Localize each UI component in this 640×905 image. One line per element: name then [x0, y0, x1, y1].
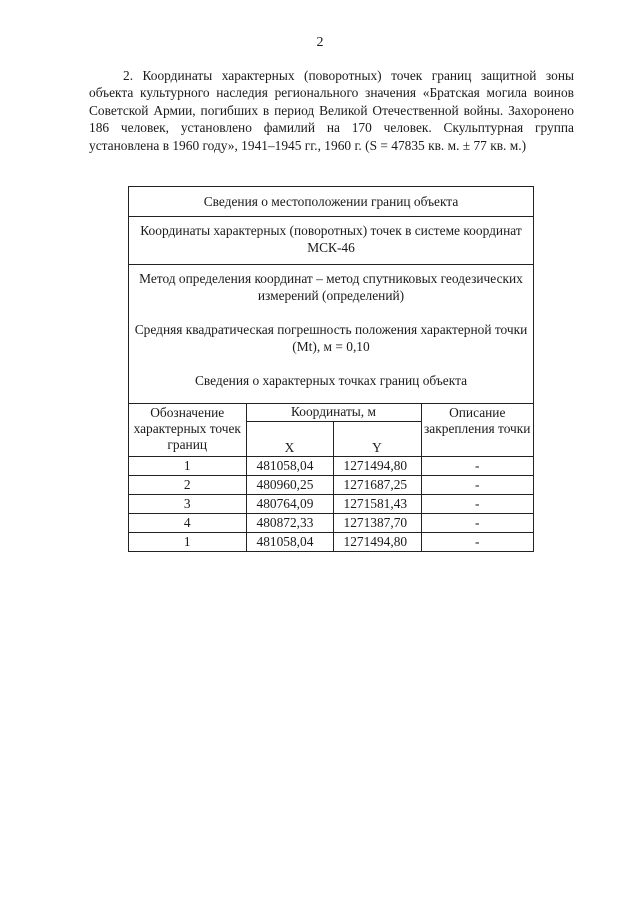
description-cell: - — [421, 514, 533, 533]
header-row — [129, 404, 533, 422]
x-cell: 481058,04 — [246, 533, 333, 552]
method-text: Метод определения координат – метод спутниковых геодезических измерений (определений) — [139, 271, 523, 303]
header-coordinates: Координаты, м — [246, 404, 421, 422]
method-section — [129, 265, 533, 403]
point-cell: 2 — [129, 476, 246, 495]
location-heading: Сведения о местоположении границ объекта — [129, 187, 533, 217]
table-row — [129, 533, 533, 552]
y-cell: 1271581,43 — [333, 495, 421, 514]
points-heading: Сведения о характерных точках границ объекта — [194, 373, 468, 388]
y-cell: 1271494,80 — [333, 457, 421, 476]
y-cell: 1271387,70 — [333, 514, 421, 533]
description-cell: - — [421, 533, 533, 552]
point-cell: 4 — [129, 514, 246, 533]
description-cell: - — [421, 476, 533, 495]
header-description: Описание закрепления точки — [421, 404, 533, 457]
coordinate-system-caption: Координаты характерных (поворотных) точек в системе координат МСК-46 — [129, 217, 533, 265]
table-row — [129, 457, 533, 476]
x-cell: 480872,33 — [246, 514, 333, 533]
header-designation: Обозначение характерных точек границ — [129, 404, 246, 457]
y-cell: 1271494,80 — [333, 533, 421, 552]
y-cell: 1271687,25 — [333, 476, 421, 495]
x-cell: 481058,04 — [246, 457, 333, 476]
point-cell: 3 — [129, 495, 246, 514]
table-row — [129, 514, 533, 533]
header-y: Y — [333, 422, 421, 457]
point-cell: 1 — [129, 533, 246, 552]
description-cell: - — [421, 457, 533, 476]
points-table — [129, 403, 533, 551]
x-cell: 480960,25 — [246, 476, 333, 495]
x-cell: 480764,09 — [246, 495, 333, 514]
table-row — [129, 476, 533, 495]
description-cell: - — [421, 495, 533, 514]
table-row — [129, 495, 533, 514]
header-x: X — [246, 422, 333, 457]
accuracy-text: Средняя квадратическая погрешность положения характерной точки (Mt), м = 0,10 — [134, 322, 528, 354]
boundary-info-box — [128, 186, 534, 552]
intro-paragraph: 2. Координаты характерных (поворотных) точек границ защитной зоны объекта культурного наследия регионального значения «Братская могила воинов Советской Армии, погибших в период Великой Отечественной войны. Захоронено 186 человек, установлено фамилий на 170 человек. Скульптурная группа установлена в 1960 году», 1941–1945 гг., 1960 г. (S = 47835 кв. м. ± 77 кв. м.) — [89, 68, 574, 153]
page-number: 2 — [316, 35, 324, 50]
point-cell: 1 — [129, 457, 246, 476]
